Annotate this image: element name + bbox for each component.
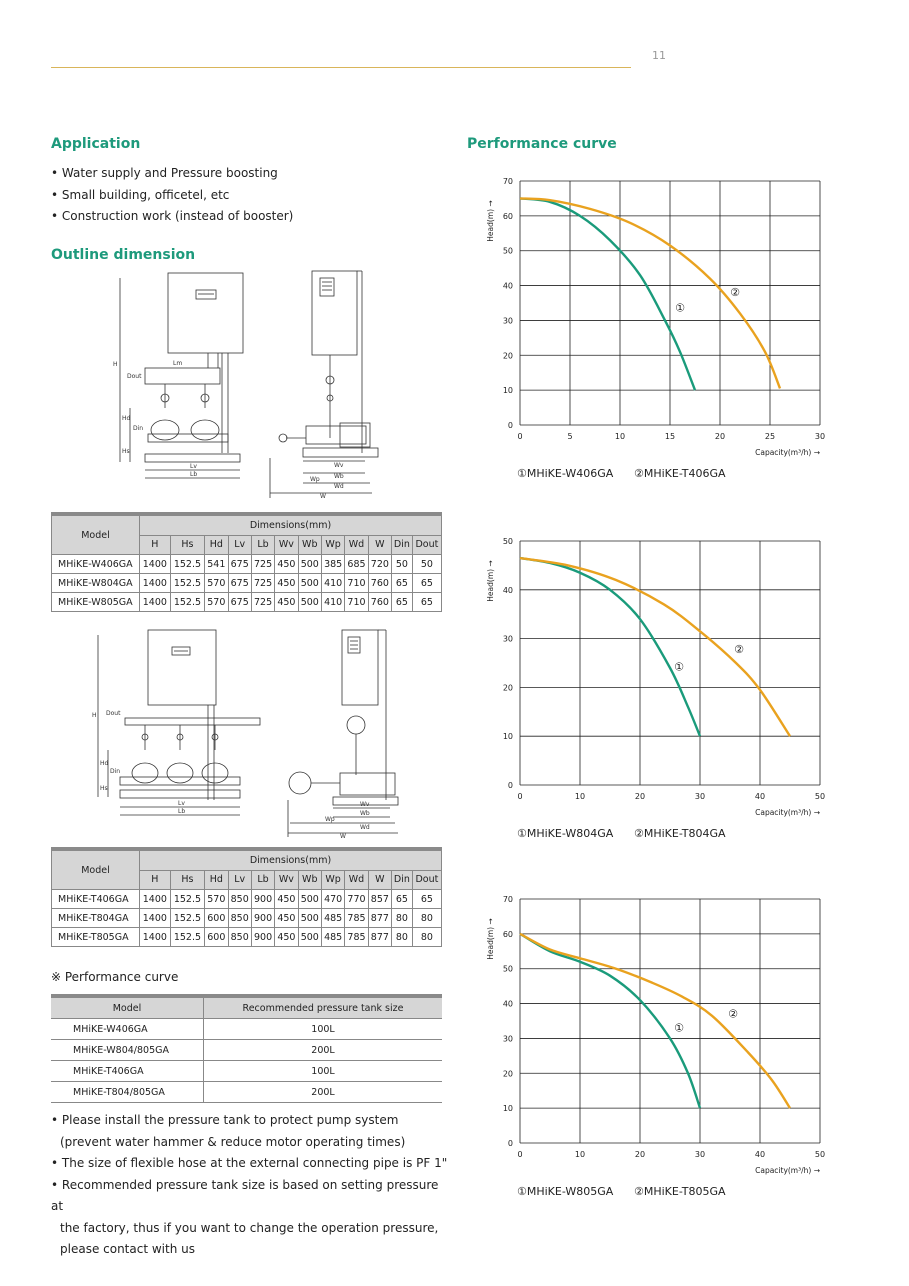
cell: 760 bbox=[368, 593, 391, 612]
y-tick-label: 10 bbox=[502, 732, 513, 742]
col-header: Wv bbox=[275, 870, 298, 889]
label-hs: Hs bbox=[122, 448, 130, 455]
x-tick-label: 20 bbox=[714, 432, 726, 441]
cell: 600 bbox=[205, 909, 228, 928]
discharge-header bbox=[125, 718, 260, 725]
cell-size: 200L bbox=[204, 1040, 443, 1061]
table-header-dimensions: Dimensions(mm) bbox=[140, 849, 442, 870]
cell: 725 bbox=[251, 555, 274, 574]
x-tick-label: 50 bbox=[814, 792, 826, 801]
x-tick-label: 0 bbox=[517, 432, 523, 441]
cell: 710 bbox=[345, 574, 368, 593]
cell: 685 bbox=[345, 555, 368, 574]
outline-drawing-t-series bbox=[90, 625, 405, 840]
label-din: Din bbox=[133, 425, 144, 432]
cell: 500 bbox=[298, 555, 321, 574]
x-tick-label: 40 bbox=[754, 1150, 766, 1159]
table-row bbox=[52, 593, 442, 612]
label-lv: Lv bbox=[190, 463, 197, 470]
cell: 450 bbox=[275, 574, 298, 593]
discharge-flange bbox=[347, 716, 365, 734]
y-tick-label: 30 bbox=[502, 634, 513, 644]
cell: 785 bbox=[345, 928, 368, 947]
cell: 485 bbox=[321, 909, 344, 928]
col-header: Wp bbox=[321, 535, 344, 554]
table-header-model: Model bbox=[51, 996, 204, 1019]
base-side bbox=[303, 448, 378, 457]
application-list bbox=[51, 163, 293, 228]
cell: 500 bbox=[298, 593, 321, 612]
col-header: Lb bbox=[251, 535, 274, 554]
series-marker-label: ② bbox=[728, 1007, 738, 1021]
x-tick-label: 30 bbox=[694, 792, 706, 801]
cell: 675 bbox=[228, 574, 251, 593]
cell: 65 bbox=[392, 890, 413, 909]
cell-model: MHiKE-T406GA bbox=[52, 890, 140, 909]
cell: 1400 bbox=[140, 555, 171, 574]
cell: 675 bbox=[228, 593, 251, 612]
x-tick-label: 30 bbox=[694, 1150, 706, 1159]
y-tick-label: 20 bbox=[502, 351, 513, 361]
cell: 857 bbox=[368, 890, 391, 909]
cell: 725 bbox=[251, 593, 274, 612]
series-marker-label: ① bbox=[674, 1021, 684, 1035]
label-din: Din bbox=[110, 768, 121, 775]
label-hd: Hd bbox=[100, 760, 109, 767]
series-line-2 bbox=[520, 558, 790, 736]
col-header: Hs bbox=[170, 870, 204, 889]
pump-1 bbox=[151, 420, 179, 440]
pump-motor-side bbox=[306, 426, 366, 444]
y-tick-label: 30 bbox=[502, 1034, 513, 1044]
list-item: • Water supply and Pressure boosting bbox=[51, 163, 293, 185]
cell: 720 bbox=[368, 555, 391, 574]
tank-size-table bbox=[51, 994, 442, 1103]
cell: 450 bbox=[275, 909, 298, 928]
table-row bbox=[51, 1019, 442, 1040]
table-header-dimensions: Dimensions(mm) bbox=[140, 514, 442, 535]
cell: 50 bbox=[392, 555, 413, 574]
table-row bbox=[51, 1061, 442, 1082]
col-header: Wb bbox=[298, 535, 321, 554]
cell: 152.5 bbox=[170, 574, 204, 593]
cell: 1400 bbox=[140, 909, 171, 928]
dimension-table-w-series bbox=[51, 512, 442, 612]
perf-note-title: ※ Performance curve bbox=[51, 970, 179, 984]
y-tick-label: 60 bbox=[502, 929, 513, 939]
label-dout: Dout bbox=[106, 710, 121, 717]
cell: 152.5 bbox=[170, 555, 204, 574]
cell: 675 bbox=[228, 555, 251, 574]
label-wb: Wb bbox=[334, 473, 344, 480]
legend-entry-1: ①MHiKE-W406GA bbox=[517, 467, 614, 480]
label-hs: Hs bbox=[100, 785, 108, 792]
series-marker-label: ② bbox=[734, 643, 744, 657]
header-rule bbox=[51, 67, 631, 68]
label-h: H bbox=[92, 712, 97, 719]
label-lb: Lb bbox=[190, 471, 198, 478]
cell-model: MHiKE-W805GA bbox=[52, 593, 140, 612]
notes bbox=[51, 1110, 451, 1261]
col-header: H bbox=[140, 535, 171, 554]
y-tick-label: 50 bbox=[502, 964, 513, 974]
performance-curve-title: Performance curve bbox=[467, 136, 617, 152]
discharge-header bbox=[145, 368, 220, 384]
cell: 1400 bbox=[140, 574, 171, 593]
series-line-1 bbox=[520, 558, 700, 736]
table-row bbox=[52, 928, 442, 947]
cell: 152.5 bbox=[170, 890, 204, 909]
cell: 410 bbox=[321, 574, 344, 593]
cell: 500 bbox=[298, 928, 321, 947]
cell-size: 200L bbox=[204, 1082, 443, 1103]
x-tick-label: 0 bbox=[517, 792, 523, 801]
label-wp: Wp bbox=[310, 476, 320, 483]
label-wp: Wp bbox=[325, 816, 335, 823]
label-wd: Wd bbox=[334, 483, 344, 490]
table-row bbox=[51, 1040, 442, 1061]
cell: 1400 bbox=[140, 928, 171, 947]
pump-2 bbox=[191, 420, 219, 440]
cell: 152.5 bbox=[170, 593, 204, 612]
cell: 850 bbox=[228, 890, 251, 909]
cell: 80 bbox=[392, 909, 413, 928]
col-header: H bbox=[140, 870, 171, 889]
cell-model: MHiKE-T805GA bbox=[52, 928, 140, 947]
cell-model: MHiKE-T406GA bbox=[51, 1061, 204, 1082]
cell: 410 bbox=[321, 593, 344, 612]
cell: 877 bbox=[368, 928, 391, 947]
label-lm: Lm bbox=[173, 360, 183, 367]
base-frame bbox=[120, 790, 240, 798]
cell-model: MHiKE-T804/805GA bbox=[51, 1082, 204, 1103]
y-tick-label: 40 bbox=[502, 281, 513, 291]
page-number: 11 bbox=[652, 49, 666, 62]
cell: 80 bbox=[412, 909, 441, 928]
col-header: Hd bbox=[205, 870, 228, 889]
list-item: • Construction work (instead of booster) bbox=[51, 206, 293, 228]
y-tick-label: 20 bbox=[502, 683, 513, 693]
performance-chart-804 bbox=[480, 530, 840, 850]
cell: 65 bbox=[412, 593, 441, 612]
cell: 450 bbox=[275, 890, 298, 909]
col-header: Wb bbox=[298, 870, 321, 889]
x-tick-label: 0 bbox=[517, 1150, 523, 1159]
table-row bbox=[52, 574, 442, 593]
y-tick-label: 30 bbox=[502, 316, 513, 326]
dimension-table-t-series bbox=[51, 847, 442, 947]
cell: 450 bbox=[275, 555, 298, 574]
base-frame bbox=[145, 454, 240, 462]
col-header: Hd bbox=[205, 535, 228, 554]
cell-size: 100L bbox=[204, 1019, 443, 1040]
cell: 470 bbox=[321, 890, 344, 909]
cell: 65 bbox=[412, 890, 441, 909]
label-w: W bbox=[320, 493, 326, 500]
y-tick-label: 70 bbox=[502, 177, 513, 186]
cell: 65 bbox=[412, 574, 441, 593]
x-tick-label: 10 bbox=[574, 792, 586, 801]
cell-size: 100L bbox=[204, 1061, 443, 1082]
cell: 600 bbox=[205, 928, 228, 947]
legend-entry-1: ①MHiKE-W804GA bbox=[517, 827, 614, 840]
cell: 900 bbox=[251, 928, 274, 947]
cell: 570 bbox=[205, 593, 228, 612]
cell: 152.5 bbox=[170, 928, 204, 947]
cell: 500 bbox=[298, 909, 321, 928]
y-tick-label: 10 bbox=[502, 386, 513, 396]
cell: 850 bbox=[228, 909, 251, 928]
cell: 450 bbox=[275, 928, 298, 947]
x-tick-label: 40 bbox=[754, 792, 766, 801]
y-tick-label: 10 bbox=[502, 1104, 513, 1114]
cell-model: MHiKE-W804GA bbox=[52, 574, 140, 593]
col-header: Dout bbox=[412, 535, 441, 554]
cell: 760 bbox=[368, 574, 391, 593]
cell: 152.5 bbox=[170, 909, 204, 928]
series-marker-label: ① bbox=[675, 301, 685, 315]
label-wd: Wd bbox=[360, 824, 370, 831]
cell: 485 bbox=[321, 928, 344, 947]
cell: 877 bbox=[368, 909, 391, 928]
y-tick-label: 0 bbox=[507, 421, 513, 430]
col-header: Din bbox=[392, 870, 413, 889]
y-tick-label: 0 bbox=[507, 781, 513, 790]
performance-chart-805 bbox=[480, 888, 840, 1208]
y-tick-label: 50 bbox=[502, 537, 513, 546]
cell: 1400 bbox=[140, 593, 171, 612]
series-marker-label: ② bbox=[730, 286, 740, 300]
label-wb: Wb bbox=[360, 810, 370, 817]
col-header: W bbox=[368, 870, 391, 889]
cell-model: MHiKE-W406GA bbox=[51, 1019, 204, 1040]
pump-1 bbox=[132, 763, 158, 783]
control-panel bbox=[168, 273, 243, 353]
table-row bbox=[52, 909, 442, 928]
table-row bbox=[52, 890, 442, 909]
cell: 450 bbox=[275, 593, 298, 612]
x-tick-label: 15 bbox=[664, 432, 676, 441]
pump-2 bbox=[167, 763, 193, 783]
cell: 570 bbox=[205, 890, 228, 909]
note-line: • The size of flexible hose at the external connecting pipe is PF 1" bbox=[51, 1156, 448, 1170]
cell: 65 bbox=[392, 574, 413, 593]
cell: 80 bbox=[412, 928, 441, 947]
col-header: W bbox=[368, 535, 391, 554]
x-tick-label: 10 bbox=[574, 1150, 586, 1159]
cell: 1400 bbox=[140, 890, 171, 909]
cell-model: MHiKE-W406GA bbox=[52, 555, 140, 574]
series-line-2 bbox=[520, 934, 790, 1108]
y-tick-label: 40 bbox=[502, 999, 513, 1009]
col-header: Wv bbox=[275, 535, 298, 554]
table-header-model: Model bbox=[52, 514, 140, 555]
y-tick-label: 40 bbox=[502, 585, 513, 595]
cell: 770 bbox=[345, 890, 368, 909]
y-axis-label: Head(m) → bbox=[486, 200, 495, 242]
col-header: Wp bbox=[321, 870, 344, 889]
y-tick-label: 50 bbox=[502, 246, 513, 256]
pump-motor-side bbox=[340, 773, 395, 795]
label-dout: Dout bbox=[127, 373, 142, 380]
outline-dimension-title: Outline dimension bbox=[51, 247, 196, 263]
y-axis-label: Head(m) → bbox=[486, 918, 495, 960]
performance-chart-406 bbox=[480, 170, 840, 490]
label-h: H bbox=[113, 361, 118, 368]
control-panel-side bbox=[312, 271, 357, 355]
table-header-tank-size: Recommended pressure tank size bbox=[204, 996, 443, 1019]
cell: 65 bbox=[392, 593, 413, 612]
panel-display bbox=[196, 290, 216, 299]
col-header: Lv bbox=[228, 870, 251, 889]
note-line: • Please install the pressure tank to protect pump system bbox=[51, 1113, 399, 1127]
series-line-1 bbox=[520, 934, 700, 1108]
label-lv: Lv bbox=[178, 800, 185, 807]
cell-model: MHiKE-T804GA bbox=[52, 909, 140, 928]
col-header: Wd bbox=[345, 870, 368, 889]
col-header: Wd bbox=[345, 535, 368, 554]
application-title: Application bbox=[51, 136, 141, 152]
table-header-row bbox=[51, 996, 442, 1019]
cell: 570 bbox=[205, 574, 228, 593]
x-tick-label: 50 bbox=[814, 1150, 826, 1159]
cell: 785 bbox=[345, 909, 368, 928]
series-line-1 bbox=[520, 198, 695, 390]
cell: 50 bbox=[412, 555, 441, 574]
y-tick-label: 60 bbox=[502, 211, 513, 221]
x-tick-label: 30 bbox=[814, 432, 826, 441]
suction-flange bbox=[289, 772, 311, 794]
label-lb: Lb bbox=[178, 808, 186, 815]
note-line: • Recommended pressure tank size is based on setting pressure at bbox=[51, 1177, 439, 1213]
note-line: please contact with us bbox=[60, 1242, 195, 1256]
col-header: Dout bbox=[412, 870, 441, 889]
label-w: W bbox=[340, 833, 346, 840]
cell: 80 bbox=[392, 928, 413, 947]
cell: 710 bbox=[345, 593, 368, 612]
label-wv: Wv bbox=[360, 801, 370, 808]
cell: 500 bbox=[298, 890, 321, 909]
cell: 900 bbox=[251, 909, 274, 928]
list-item: • Small building, officetel, etc bbox=[51, 185, 293, 207]
x-tick-label: 25 bbox=[764, 432, 776, 441]
x-tick-label: 20 bbox=[634, 1150, 646, 1159]
x-axis-label: Capacity(m³/h) → bbox=[755, 1166, 820, 1175]
x-tick-label: 20 bbox=[634, 792, 646, 801]
y-tick-label: 0 bbox=[507, 1139, 513, 1148]
legend-entry-2: ②MHiKE-T804GA bbox=[634, 827, 726, 840]
pump-3 bbox=[202, 763, 228, 783]
series-marker-label: ① bbox=[674, 660, 684, 674]
table-header-model: Model bbox=[52, 849, 140, 890]
cell: 385 bbox=[321, 555, 344, 574]
note-line: (prevent water hammer & reduce motor operating times) bbox=[60, 1134, 406, 1149]
outline-drawing-w-series bbox=[110, 268, 385, 503]
x-axis-label: Capacity(m³/h) → bbox=[755, 448, 820, 457]
legend-entry-2: ②MHiKE-T805GA bbox=[634, 1185, 726, 1198]
x-tick-label: 10 bbox=[614, 432, 626, 441]
table-row bbox=[52, 555, 442, 574]
cell: 900 bbox=[251, 890, 274, 909]
note-line: the factory, thus if you want to change the operation pressure, bbox=[60, 1220, 439, 1235]
col-header: Din bbox=[392, 535, 413, 554]
legend-entry-1: ①MHiKE-W805GA bbox=[517, 1185, 614, 1198]
label-hd: Hd bbox=[122, 415, 131, 422]
cell: 850 bbox=[228, 928, 251, 947]
control-panel bbox=[148, 630, 216, 705]
cell: 725 bbox=[251, 574, 274, 593]
legend-entry-2: ②MHiKE-T406GA bbox=[634, 467, 726, 480]
col-header: Lb bbox=[251, 870, 274, 889]
cell: 500 bbox=[298, 574, 321, 593]
col-header: Hs bbox=[170, 535, 204, 554]
cell-model: MHiKE-W804/805GA bbox=[51, 1040, 204, 1061]
table-row bbox=[51, 1082, 442, 1103]
y-axis-label: Head(m) → bbox=[486, 560, 495, 602]
x-axis-label: Capacity(m³/h) → bbox=[755, 808, 820, 817]
label-wv: Wv bbox=[334, 462, 344, 469]
cell: 541 bbox=[205, 555, 228, 574]
y-tick-label: 20 bbox=[502, 1069, 513, 1079]
x-tick-label: 5 bbox=[567, 432, 573, 441]
y-tick-label: 70 bbox=[502, 895, 513, 904]
col-header: Lv bbox=[228, 535, 251, 554]
